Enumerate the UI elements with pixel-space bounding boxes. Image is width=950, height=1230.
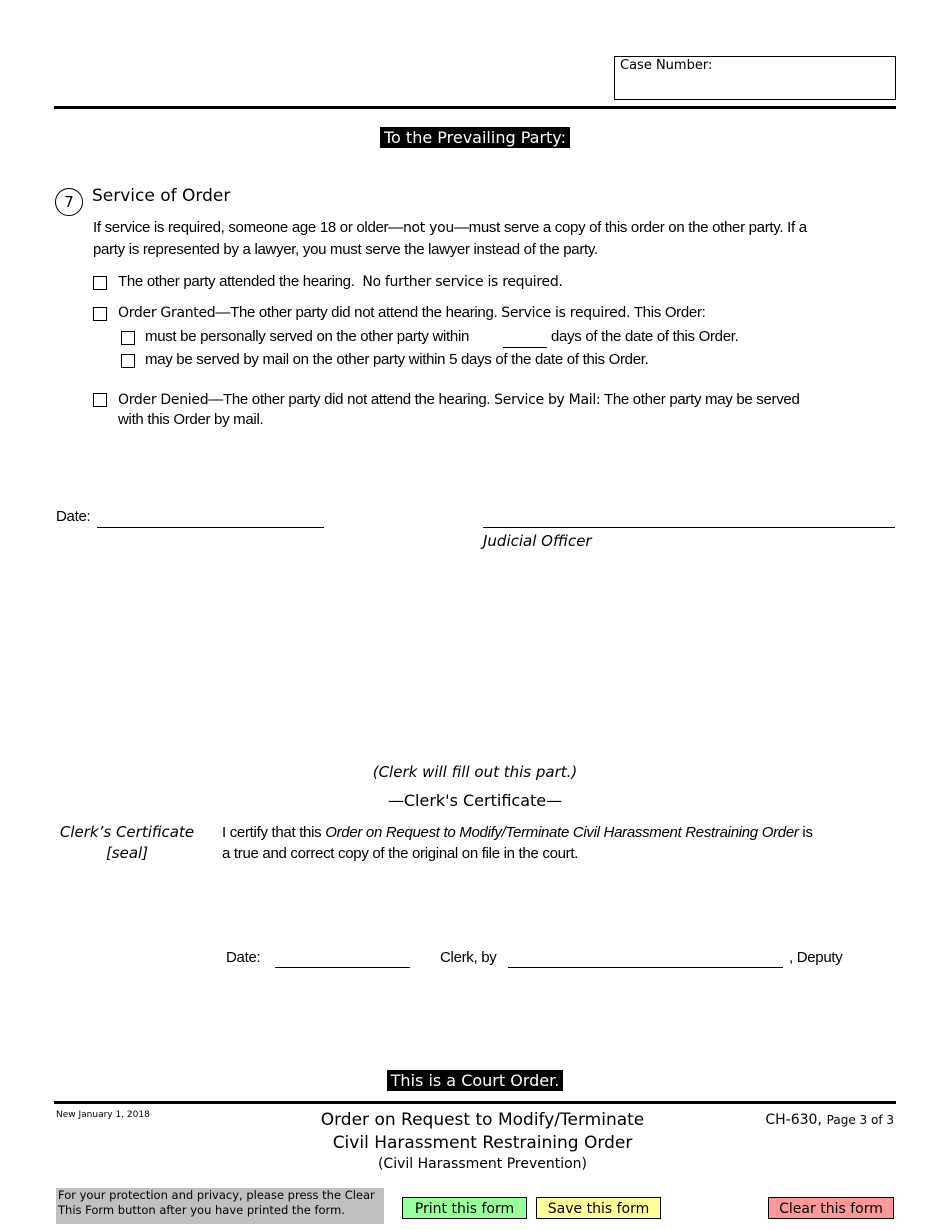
clerk-date-input[interactable] [275,967,410,968]
print-form-button[interactable]: Print this form [402,1197,527,1219]
privacy-notice: For your protection and privacy, please press the Clear This Form button after you have printed the form. [56,1188,384,1224]
section-title: Service of Order [92,186,231,206]
days-input[interactable] [503,347,547,348]
footer-title: Order on Request to Modify/Terminate Civil Harassment Restraining Order [320,1110,645,1153]
page-indicator: Page 3 of 3 [826,1113,894,1127]
deputy-label: , Deputy [789,949,843,966]
section-intro: If service is required, someone age 18 or older—not you—must serve a copy of this order on the other party. If a party is represented by a lawyer, you must serve the lawyer instead of the party. [93,219,807,258]
option-granted: Order Granted—The other party did not attend the hearing. Service is required. This Order: [118,304,706,321]
days-label: days [551,328,582,345]
option-denied: Order Denied—The other party did not attend the hearing. Service by Mail: The other party may be served with this Order by mail. [118,391,800,428]
clerk-by-label: Clerk, by [440,949,497,966]
clerk-side-label: Clerk’s Certificate [seal] [59,823,195,862]
judicial-officer-label: Judicial Officer [483,532,592,550]
clerk-certification-text: I certify that this Order on Request to Modify/Terminate Civil Harassment Restraining Order is a true and correct copy of the original on file in the court. [222,824,813,862]
case-number-field[interactable] [614,56,896,100]
personally-served-checkbox[interactable] [121,331,135,345]
clerk-signature-line[interactable] [508,967,783,968]
seal-label: [seal] [105,844,149,862]
judicial-officer-signature-line[interactable] [483,527,895,528]
footer-subtitle: (Civil Harassment Prevention) [377,1156,588,1172]
order-denied-checkbox[interactable] [93,393,107,407]
header-rule [54,106,896,109]
option-personally-served: must be personally served on the other party within [145,328,470,345]
case-number-label: Case Number: [620,58,713,73]
revision-date: New January 1, 2018 [56,1110,150,1120]
clear-form-button[interactable]: Clear this form [768,1197,894,1219]
clerk-date-label: Date: [226,949,261,966]
date-label: Date: [56,508,91,525]
order-granted-checkbox[interactable] [93,307,107,321]
save-form-button[interactable]: Save this form [536,1197,661,1219]
section-number: 7 [55,188,83,216]
attended-hearing-checkbox[interactable] [93,276,107,290]
option-served-by-mail: may be served by mail on the other party within 5 days of the date of this Order. [145,351,649,368]
date-input[interactable] [97,527,324,528]
clerk-note: (Clerk will fill out this part.) [372,763,578,781]
form-number: CH-630, Page 3 of 3 [765,1112,894,1128]
days-tail: of the date of this Order. [585,328,739,345]
court-order-banner: This is a Court Order. [387,1070,564,1091]
clerk-heading: —Clerk's Certificate— [387,791,563,810]
footer-rule [54,1101,896,1104]
option-attended: The other party attended the hearing. No further service is required. [118,273,563,290]
prevailing-party-banner: To the Prevailing Party: [380,127,570,148]
served-by-mail-checkbox[interactable] [121,354,135,368]
